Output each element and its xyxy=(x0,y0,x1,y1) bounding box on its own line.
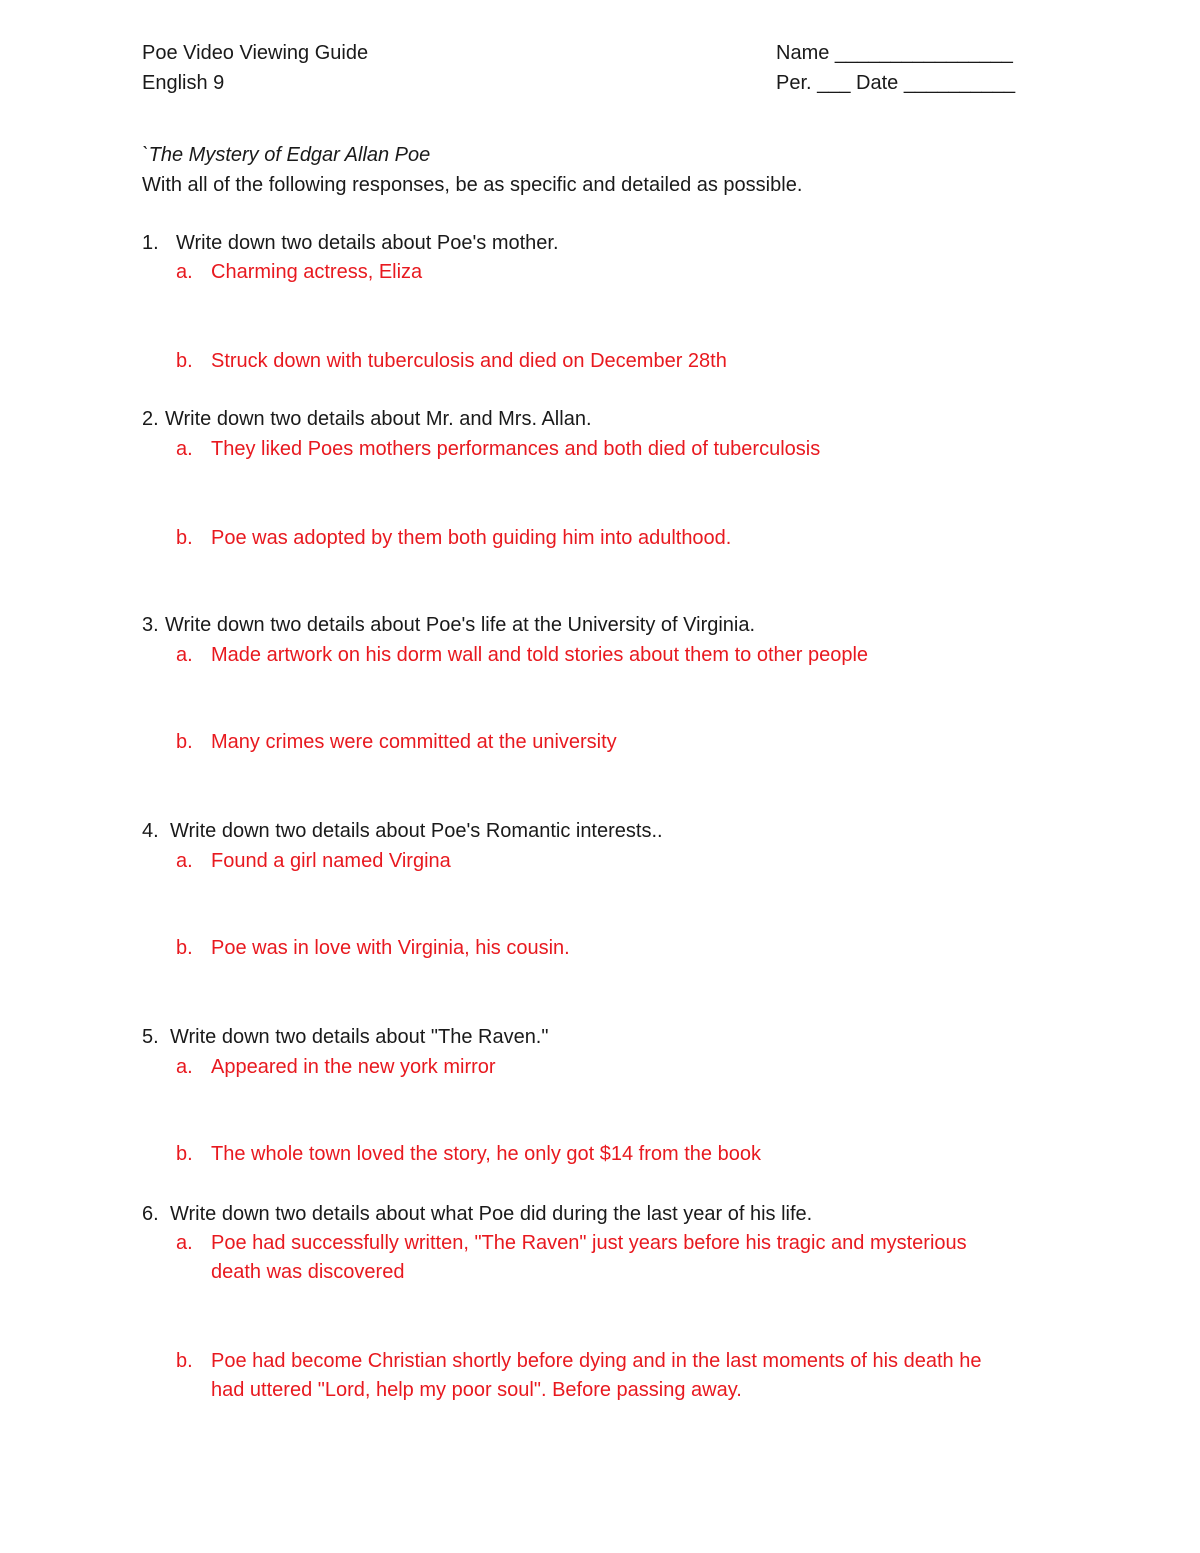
question-number: 1. xyxy=(142,232,159,254)
period-date-line: Per. ___ Date __________ xyxy=(776,72,1016,94)
worksheet-title: Poe Video Viewing Guide xyxy=(142,42,369,64)
answer-text: Poe had successfully written, "The Raven" just years before his tragic and mysterious xyxy=(211,1232,967,1254)
question-number: 6. xyxy=(142,1203,159,1225)
answer-letter: a. xyxy=(176,1056,193,1078)
answer-text: They liked Poes mothers performances and both died of tuberculosis xyxy=(211,438,821,460)
answer-letter: a. xyxy=(176,850,193,872)
question-number: 4. xyxy=(142,820,159,842)
question-text: Write down two details about what Poe did during the last year of his life. xyxy=(170,1203,813,1225)
answer-text: Poe was adopted by them both guiding him into adulthood. xyxy=(211,527,732,549)
name-line: Name ________________ xyxy=(776,42,1013,64)
instructions: With all of the following responses, be as specific and detailed as possible. xyxy=(142,174,803,196)
question-number: 3. xyxy=(142,614,159,636)
answer-text: had uttered "Lord, help my poor soul". Before passing away. xyxy=(211,1379,742,1401)
question-text: Write down two details about Poe's mother. xyxy=(176,232,559,254)
answer-text: Appeared in the new york mirror xyxy=(211,1056,496,1078)
question-number: 2. xyxy=(142,408,159,430)
answer-letter: b. xyxy=(176,1350,193,1372)
question-text: Write down two details about "The Raven." xyxy=(170,1026,549,1048)
answer-text: death was discovered xyxy=(211,1261,405,1283)
answer-letter: b. xyxy=(176,731,193,753)
question-text: Write down two details about Poe's life at the University of Virginia. xyxy=(165,614,756,636)
answer-text: Struck down with tuberculosis and died on December 28th xyxy=(211,350,727,372)
answer-letter: a. xyxy=(176,644,193,666)
question-text: Write down two details about Poe's Romantic interests.. xyxy=(170,820,663,842)
video-title: `The Mystery of Edgar Allan Poe xyxy=(142,144,431,166)
question-text: Write down two details about Mr. and Mrs. Allan. xyxy=(165,408,592,430)
answer-letter: a. xyxy=(176,1232,193,1254)
answer-letter: b. xyxy=(176,527,193,549)
answer-letter: b. xyxy=(176,1143,193,1165)
answer-letter: b. xyxy=(176,937,193,959)
answer-text: Poe had become Christian shortly before dying and in the last moments of his death he xyxy=(211,1350,982,1372)
answer-text: Made artwork on his dorm wall and told stories about them to other people xyxy=(211,644,869,666)
answer-text: Charming actress, Eliza xyxy=(211,261,423,283)
answer-letter: a. xyxy=(176,438,193,460)
answer-letter: b. xyxy=(176,350,193,372)
answer-text: Poe was in love with Virginia, his cousin. xyxy=(211,937,570,959)
question-number: 5. xyxy=(142,1026,159,1048)
answer-text: The whole town loved the story, he only got $14 from the book xyxy=(211,1143,761,1165)
answer-text: Many crimes were committed at the university xyxy=(211,731,617,753)
answer-text: Found a girl named Virgina xyxy=(211,850,451,872)
answer-letter: a. xyxy=(176,261,193,283)
class-name: English 9 xyxy=(142,72,225,94)
